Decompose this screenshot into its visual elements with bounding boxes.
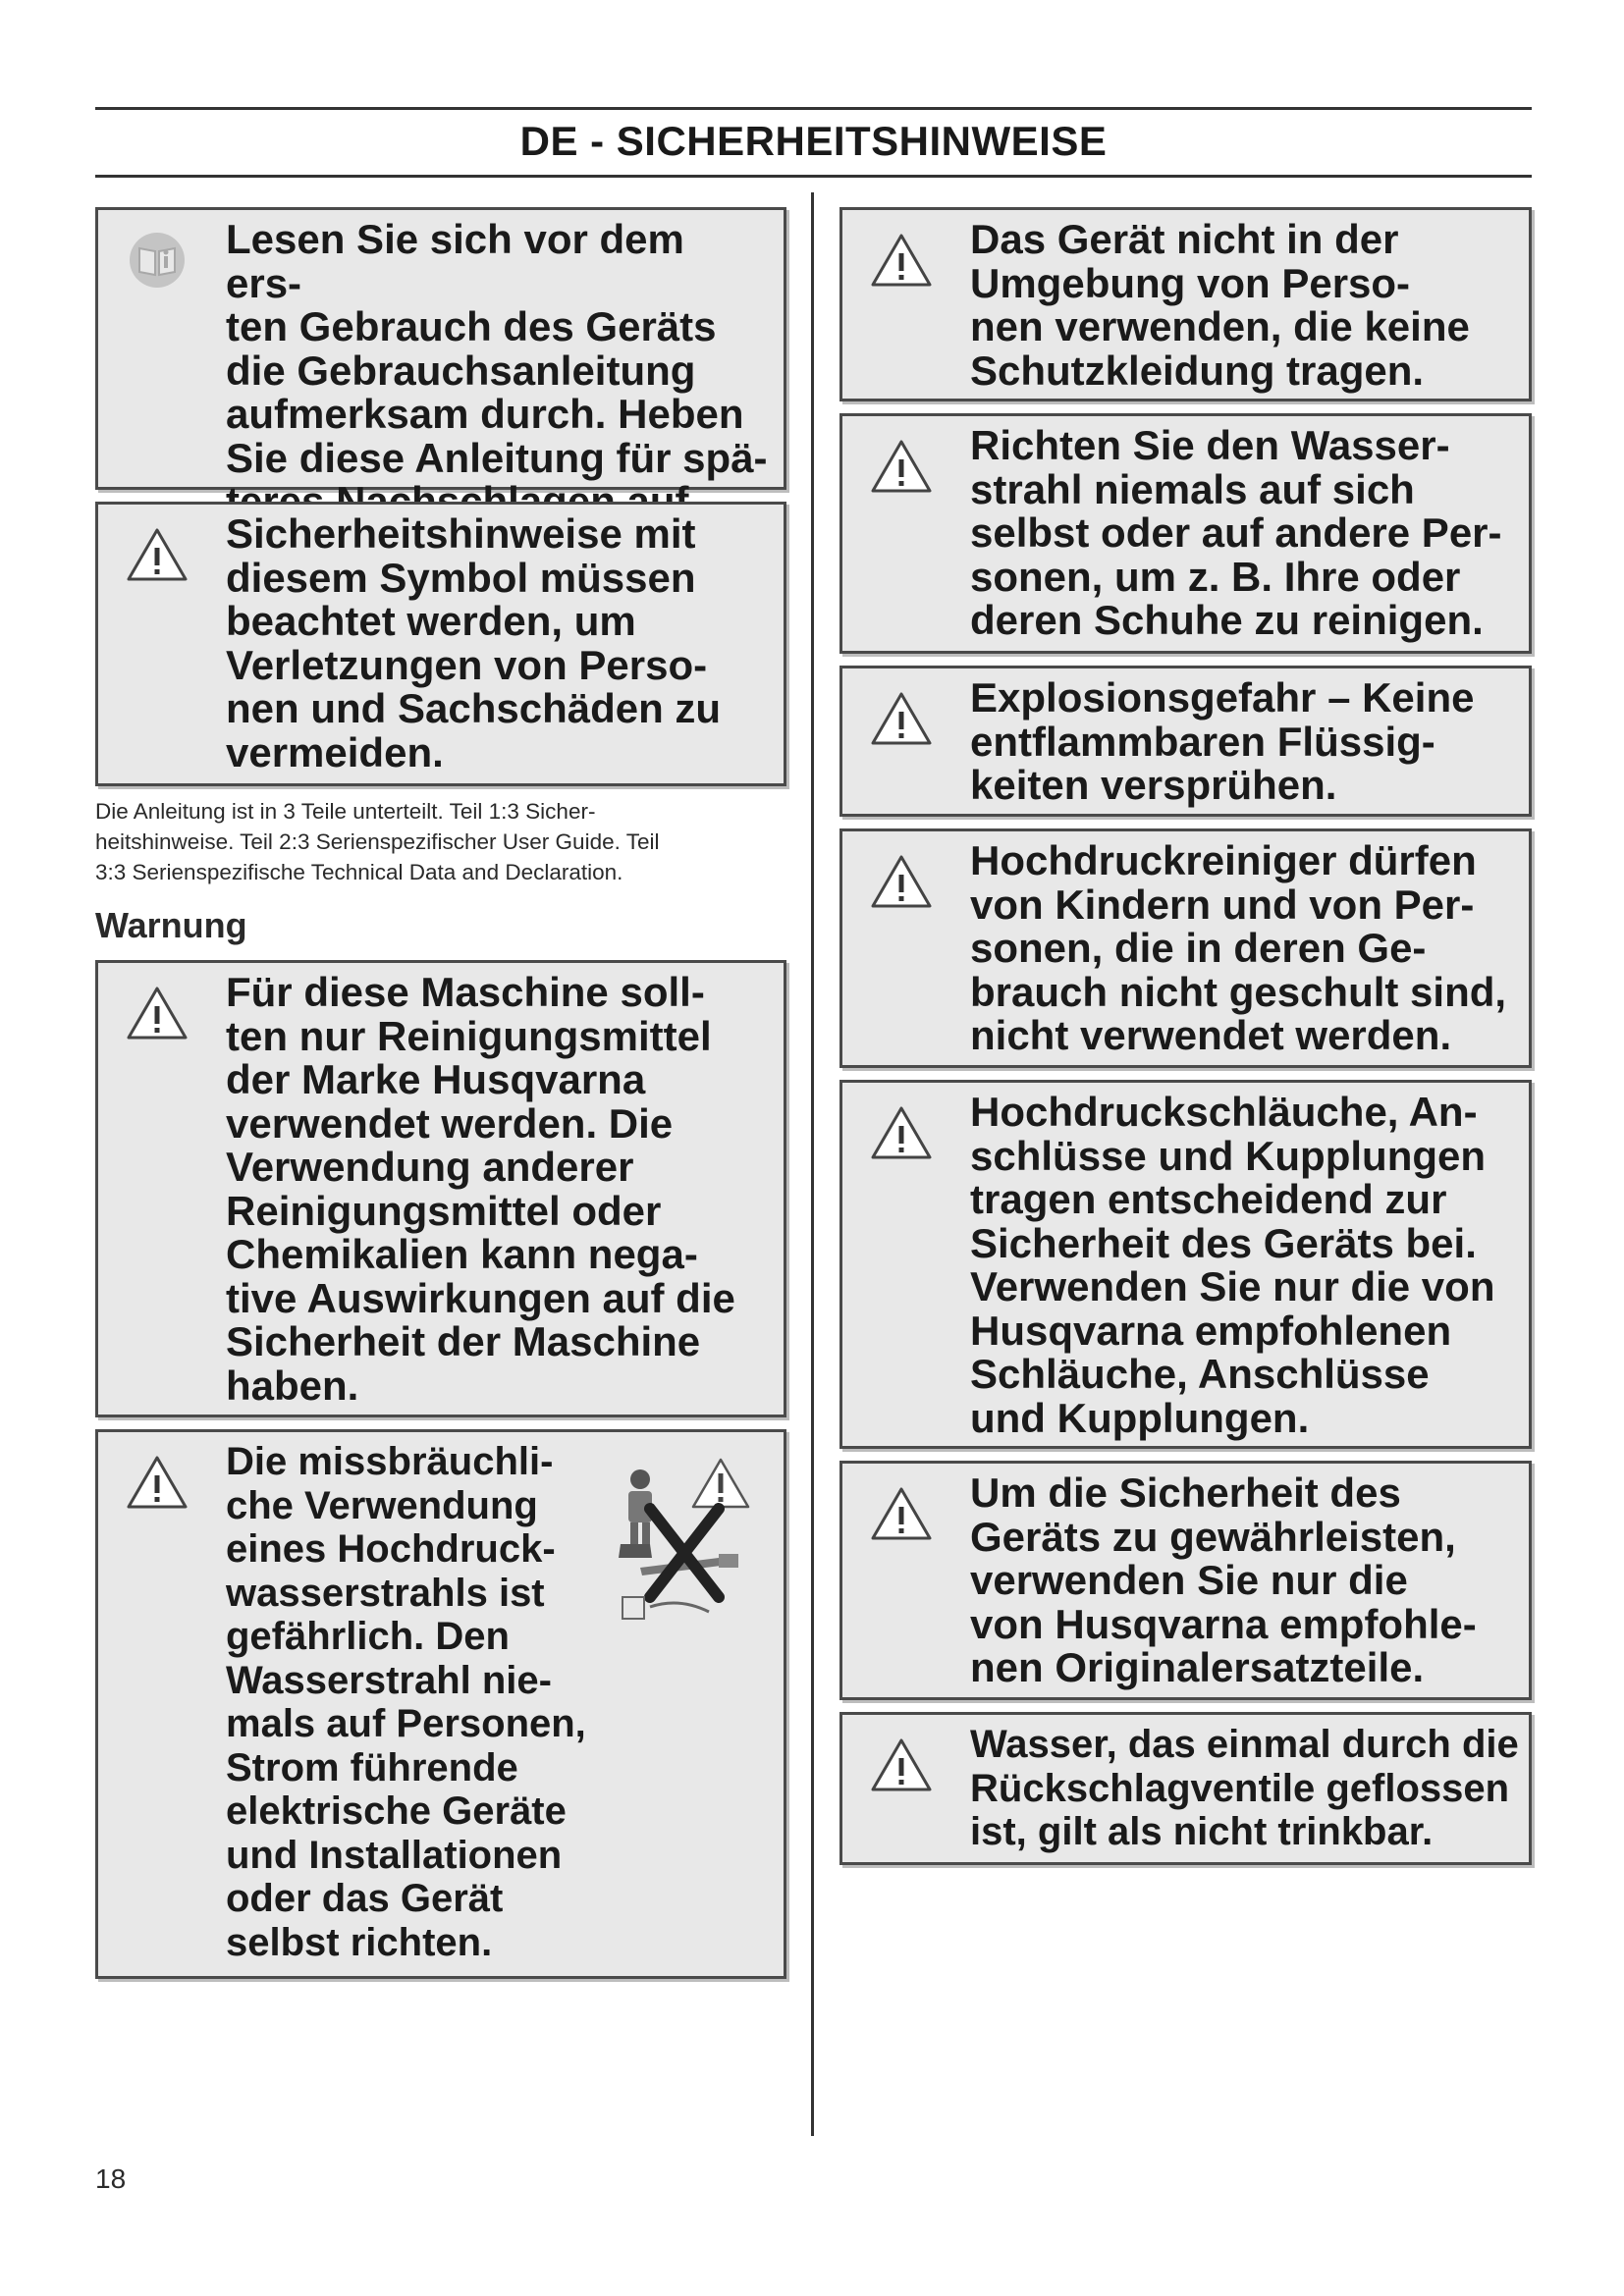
header-rule-bottom — [95, 175, 1532, 178]
warning-triangle-icon — [870, 690, 933, 747]
manual-notice-text: Lesen Sie sich vor dem ers- ten Gebrauch des Geräts die Gebrauchsanleitung aufmerksam durch. Heben Sie diese Anleitung für spä- — [226, 216, 768, 481]
warning-triangle-icon — [126, 526, 189, 583]
protective-clothing-box — [839, 207, 1532, 401]
warning-triangle-icon — [870, 232, 933, 289]
protective-clothing-text: Das Gerät nicht in der Umgebung von Perso- nen verwenden, die keine Schutzkleidung tragen. — [970, 216, 1470, 394]
page-number: 18 — [95, 2163, 127, 2194]
detergent-warning-box — [95, 960, 786, 1417]
non-potable-water-text: Wasser, das einmal durch die Rückschlagventile geflossen ist, gilt als nicht trinkbar. — [970, 1723, 1519, 1853]
no-spray-at-people-icon — [611, 1450, 758, 1636]
detergent-warning-text: Für diese Maschine soll- ten nur Reinigungsmittel der Marke Husqvarna verwendet werden. Die Verwendung anderer Reinigungsmittel oder Chemikalien kann nega- tive Auswirkungen auf die Sicherheit der Maschine haben. — [226, 969, 735, 1409]
spare-parts-box — [839, 1461, 1532, 1700]
non-potable-water-box — [839, 1712, 1532, 1865]
warning-triangle-icon — [126, 985, 189, 1041]
hoses-warning-text: Hochdruckschläuche, An- schlüsse und Kupplungen tragen entscheidend zur Sicherheit des Geräts bei. Verwenden Sie nur die von Husqvarna empfohlenen Schläuche, Anschlüsse und Kupplungen. — [970, 1089, 1495, 1441]
header-rule-top — [95, 107, 1532, 110]
read-manual-icon — [126, 232, 189, 289]
symbol-notice-text: Sicherheitshinweise mit diesem Symbol müssen beachtet werden, um Verletzungen von Perso- nen und Sachschäden zu vermeiden. — [226, 510, 722, 775]
warning-triangle-icon — [870, 1485, 933, 1542]
warning-triangle-icon — [870, 853, 933, 910]
explosion-hazard-box — [839, 666, 1532, 817]
warning-triangle-icon — [870, 438, 933, 495]
page-title: DE - SICHERHEITSHINWEISE — [519, 118, 1108, 164]
warning-subheading: Warnung — [95, 905, 247, 945]
misuse-warning-box — [95, 1429, 786, 1979]
spare-parts-text: Um die Sicherheit des Geräts zu gewährleisten, verwenden Sie nur die von Husqvarna empfohle- nen Originalersatzteile. — [970, 1469, 1477, 1690]
no-spray-self-box — [839, 413, 1532, 654]
warning-triangle-icon — [126, 1454, 189, 1511]
manual-notice-box — [95, 207, 786, 490]
children-warning-text: Hochdruckreiniger dürfen von Kindern und von Per- sonen, die in deren Ge- brauch nicht geschult sind, nicht verwendet werden. — [970, 837, 1507, 1058]
symbol-notice-box — [95, 502, 786, 786]
explosion-hazard-text: Explosionsgefahr – Keine entflammbaren Flüssig- keiten versprühen. — [970, 674, 1475, 808]
warning-triangle-icon — [870, 1104, 933, 1161]
children-warning-box — [839, 828, 1532, 1068]
column-divider — [811, 192, 814, 2136]
misuse-warning-text: Die missbräuchli- che Verwendung eines Hochdruck- wasserstrahls ist gefährlich. Den Wasserstrahl nie- mals auf Personen, Strom führende elektrische Geräte und Installationen oder das Gerät selbst richten. — [226, 1440, 586, 1964]
hoses-warning-box — [839, 1080, 1532, 1449]
no-spray-self-text: Richten Sie den Wasser- strahl niemals auf sich selbst oder auf andere Per- sonen, um z. B. Ihre oder deren Schuhe zu reinigen. — [970, 422, 1502, 643]
warning-triangle-icon — [870, 1736, 933, 1793]
manual-parts-note: Die Anleitung ist in 3 Teile unterteilt. Teil 1:3 Sicher- heitshinweise. Teil 2:3 Serienspezifischer User Guide. Teil 3:3 Serienspezifische Technical Data and Declaration. — [95, 799, 660, 884]
